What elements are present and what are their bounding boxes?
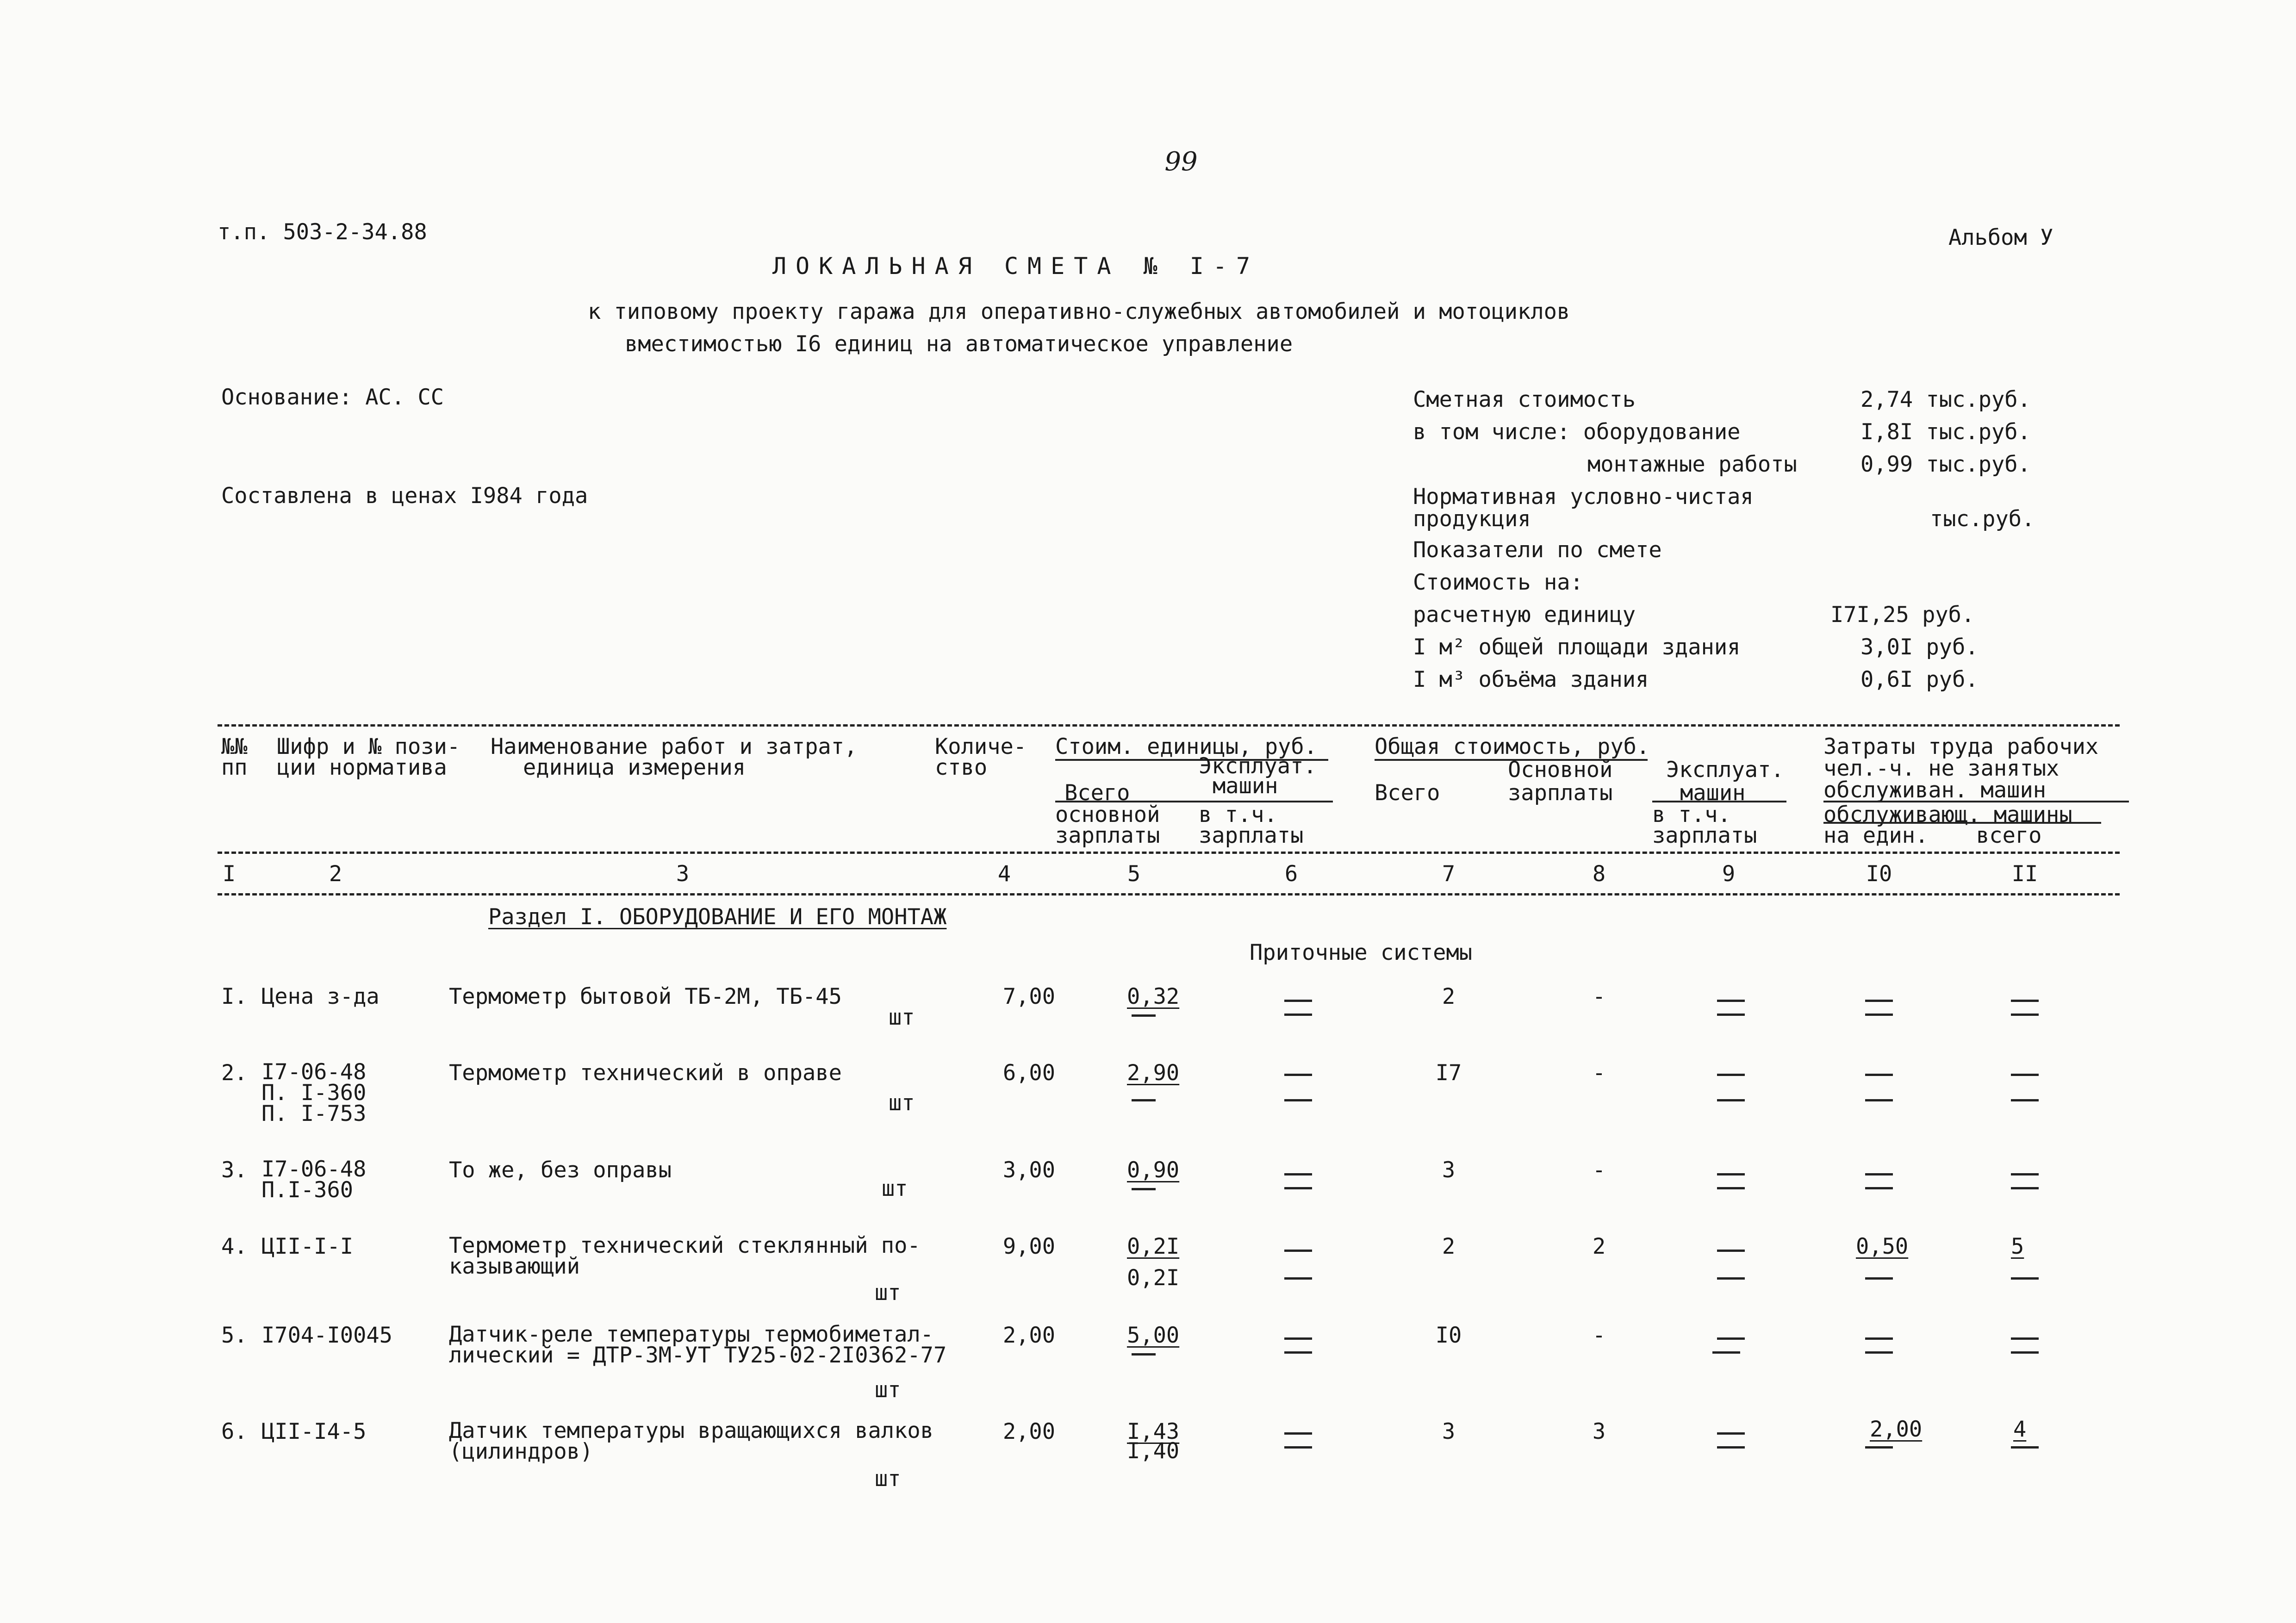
header-unit-cost: Стоим. единицы, руб. bbox=[1055, 734, 1317, 759]
header-labor-d: обслуживающ. машины bbox=[1823, 802, 2072, 827]
dash bbox=[2011, 1000, 2039, 1002]
dash bbox=[1132, 1014, 1156, 1017]
row-name: (цилиндров) bbox=[449, 1439, 593, 1464]
cost-per-label: Стоимость на: bbox=[1413, 570, 1583, 595]
dash bbox=[1717, 1074, 1745, 1076]
area-cost-label: I м² общей площади здания bbox=[1413, 634, 1741, 660]
subsection-title: Приточные системы bbox=[1250, 940, 1473, 965]
row-code: I7-06-48 bbox=[261, 1059, 367, 1085]
header-machine-op: Эксплуат. bbox=[1199, 753, 1317, 779]
estimated-cost-value: 2,74 тыс.руб. bbox=[1860, 387, 2031, 412]
volume-cost-value: 0,6I руб. bbox=[1860, 667, 1979, 692]
header-labor-a: Затраты труда рабочих bbox=[1823, 734, 2099, 759]
estimated-cost-label: Сметная стоимость bbox=[1413, 387, 1636, 412]
row-number: 6. bbox=[221, 1419, 248, 1444]
col-number: 3 bbox=[676, 861, 690, 887]
row-labor-per-unit: 2,00 bbox=[1870, 1417, 1923, 1442]
row-total: I0 bbox=[1435, 1323, 1462, 1348]
equipment-label: в том числе: оборудование bbox=[1413, 419, 1741, 445]
row-number: 4. bbox=[221, 1234, 248, 1259]
dash bbox=[1865, 1187, 1893, 1189]
dash bbox=[2011, 1351, 2039, 1354]
row-code: П. I-360 bbox=[261, 1080, 367, 1106]
dash bbox=[1865, 1014, 1893, 1016]
col-number: 7 bbox=[1442, 861, 1456, 887]
row-name: казывающий bbox=[449, 1254, 580, 1279]
row-unit: шт bbox=[875, 1377, 901, 1403]
row-total: I7 bbox=[1435, 1060, 1462, 1086]
col-number: 5 bbox=[1127, 861, 1141, 887]
dash bbox=[1717, 1000, 1745, 1002]
row-unit-price: 0,32 bbox=[1127, 984, 1180, 1009]
row-unit-price: I,43 bbox=[1127, 1419, 1180, 1444]
row-unit: шт bbox=[889, 1005, 915, 1030]
basis-text: Основание: АС. СС bbox=[221, 385, 444, 410]
dash bbox=[1865, 1099, 1893, 1101]
row-number: 3. bbox=[221, 1157, 248, 1183]
dash bbox=[1284, 1337, 1312, 1340]
row-quantity: 2,00 bbox=[1002, 1323, 1055, 1348]
row-name: лический = ДТР-3М-УТ ТУ25-02-2I0362-77 bbox=[449, 1343, 947, 1368]
dash bbox=[2011, 1187, 2039, 1189]
row-code: П. I-753 bbox=[261, 1101, 367, 1126]
row-quantity: 3,00 bbox=[1002, 1157, 1055, 1183]
document-title: ЛОКАЛЬНАЯ СМЕТА № I-7 bbox=[772, 253, 1260, 280]
header-labor-c: обслуживан. машин bbox=[1823, 777, 2047, 803]
col-number: 9 bbox=[1722, 861, 1736, 887]
dash bbox=[1132, 1353, 1156, 1356]
header-incl: в т.ч. bbox=[1199, 802, 1277, 827]
header-number-a: №№ bbox=[221, 734, 248, 759]
header-per-unit: на един. bbox=[1823, 823, 1929, 848]
dash bbox=[1717, 1173, 1745, 1175]
dash bbox=[1717, 1187, 1745, 1189]
row-name: Термометр бытовой ТБ-2М, ТБ-45 bbox=[449, 984, 842, 1009]
dash bbox=[1284, 1074, 1312, 1076]
dash bbox=[1717, 1014, 1745, 1016]
dash bbox=[1717, 1337, 1745, 1340]
row-total: 2 bbox=[1442, 1234, 1456, 1259]
row-number: I. bbox=[221, 984, 248, 1009]
row-unit: шт bbox=[889, 1090, 915, 1116]
row-labor-per-unit: 0,50 bbox=[1856, 1234, 1909, 1259]
header-incl-2: в т.ч. bbox=[1652, 802, 1731, 827]
col-number: I0 bbox=[1866, 861, 1892, 887]
row-labor-total: 4 bbox=[2013, 1417, 2027, 1442]
row-unit-price: 2,90 bbox=[1127, 1060, 1180, 1086]
row-name: Датчик температуры вращающихся валков bbox=[449, 1418, 933, 1443]
dash bbox=[1865, 1000, 1893, 1002]
unit-cost-value: I7I,25 руб. bbox=[1830, 602, 1975, 628]
row-unit-price: 0,2I bbox=[1127, 1234, 1180, 1259]
dash bbox=[1284, 1351, 1312, 1354]
header-name-a: Наименование работ и затрат, bbox=[491, 734, 858, 759]
header-total-cost: Общая стоимость, руб. bbox=[1375, 734, 1650, 759]
col-number: I bbox=[222, 861, 236, 887]
dash bbox=[2011, 1337, 2039, 1340]
header-bottom-rule bbox=[218, 852, 2120, 854]
header-machines-2: машин bbox=[1680, 780, 1746, 806]
row-unit-price: 5,00 bbox=[1127, 1323, 1180, 1348]
header-total: Всего bbox=[1375, 780, 1440, 806]
row-code: П.I-360 bbox=[261, 1177, 354, 1203]
col-number: 6 bbox=[1284, 861, 1298, 887]
dash bbox=[1717, 1432, 1745, 1435]
page-number: 99 bbox=[1164, 147, 1198, 177]
header-basic-pay-b: зарплаты bbox=[1508, 780, 1613, 806]
header-machines: машин bbox=[1213, 773, 1278, 799]
row-total: 2 bbox=[1442, 984, 1456, 1009]
volume-cost-label: I м³ объёма здания bbox=[1413, 667, 1649, 692]
header-name-b: единица измерения bbox=[523, 755, 746, 780]
section-title bbox=[488, 906, 946, 928]
row-code: I704-I0045 bbox=[261, 1323, 392, 1348]
header-labor-b: чел.-ч. не занятых bbox=[1823, 756, 2060, 781]
header-incl-pay: зарплаты bbox=[1199, 823, 1304, 848]
dash bbox=[1865, 1173, 1893, 1175]
header-basic-pay-a: Основной bbox=[1508, 757, 1613, 783]
header-qty-a: Количе- bbox=[935, 734, 1027, 759]
column-number-rule bbox=[218, 893, 2120, 895]
row-quantity: 2,00 bbox=[1002, 1419, 1055, 1444]
dash bbox=[1284, 1000, 1312, 1002]
row-unit: шт bbox=[875, 1466, 901, 1492]
header-unit-total: Всего bbox=[1064, 780, 1130, 806]
area-cost-value: 3,0I руб. bbox=[1860, 634, 1979, 660]
equipment-value: I,8I тыс.руб. bbox=[1860, 419, 2031, 445]
dash bbox=[2011, 1446, 2039, 1449]
dash bbox=[1284, 1014, 1312, 1016]
header-number-b: пп bbox=[221, 755, 248, 780]
header-base-pay: основной bbox=[1055, 802, 1160, 827]
dash bbox=[2011, 1173, 2039, 1175]
table-top-rule bbox=[218, 724, 2120, 727]
row-name: Датчик-реле температуры термобиметал- bbox=[449, 1322, 933, 1347]
album-label: Альбом У bbox=[1948, 225, 2053, 250]
row-basic-pay: - bbox=[1592, 1157, 1606, 1183]
row-code: I7-06-48 bbox=[261, 1157, 367, 1182]
row-total: 3 bbox=[1442, 1419, 1456, 1444]
row-unit: шт bbox=[875, 1280, 901, 1306]
row-quantity: 6,00 bbox=[1002, 1060, 1055, 1086]
dash bbox=[2011, 1099, 2039, 1101]
row-unit-price-pay: I,40 bbox=[1127, 1438, 1180, 1464]
dash bbox=[1717, 1250, 1745, 1252]
row-basic-pay: 2 bbox=[1592, 1234, 1606, 1259]
dash bbox=[1284, 1187, 1312, 1189]
header-all: всего bbox=[1976, 823, 2042, 848]
document-code: т.п. 503-2-34.88 bbox=[218, 219, 427, 245]
row-unit-price: 0,90 bbox=[1127, 1157, 1180, 1183]
row-basic-pay: - bbox=[1592, 1323, 1606, 1348]
row-code: Цена з-да bbox=[261, 984, 380, 1009]
row-quantity: 9,00 bbox=[1002, 1234, 1055, 1259]
dash bbox=[1712, 1351, 1740, 1354]
dash bbox=[1865, 1074, 1893, 1076]
dash bbox=[1717, 1277, 1745, 1280]
dash bbox=[2011, 1074, 2039, 1076]
dash bbox=[1284, 1432, 1312, 1435]
dash bbox=[1132, 1188, 1156, 1190]
col-number: 2 bbox=[329, 861, 342, 887]
dash bbox=[2011, 1277, 2039, 1280]
section-title-text: Раздел I. ОБОРУДОВАНИЕ И ЕГО МОНТАЖ bbox=[488, 904, 947, 930]
row-unit-price-pay: 0,2I bbox=[1127, 1265, 1180, 1291]
subtitle-line-1: к типовому проекту гаража для оперативно-служебных автомобилей и мотоциклов bbox=[588, 299, 1570, 324]
row-name: То же, без оправы bbox=[449, 1157, 672, 1183]
dash bbox=[1865, 1351, 1893, 1354]
header-incl-pay-2: зарплаты bbox=[1652, 823, 1757, 848]
header-code-a: Шифр и № пози- bbox=[277, 734, 460, 759]
row-name: Термометр технический стеклянный по- bbox=[449, 1233, 921, 1258]
row-code: ЦII-I4-5 bbox=[261, 1419, 367, 1444]
normative-value: тыс.руб. bbox=[1930, 506, 2035, 532]
row-unit: шт bbox=[882, 1176, 908, 1201]
dash bbox=[2011, 1014, 2039, 1016]
row-number: 5. bbox=[221, 1323, 248, 1348]
dash bbox=[1284, 1446, 1312, 1449]
normative-label-1: Нормативная условно-чистая bbox=[1413, 484, 1754, 510]
header-pay: зарплаты bbox=[1055, 823, 1160, 848]
row-number: 2. bbox=[221, 1060, 248, 1086]
normative-label-2: продукция bbox=[1413, 506, 1531, 532]
dash bbox=[1865, 1337, 1893, 1340]
row-name: Термометр технический в оправе bbox=[449, 1060, 842, 1086]
dash bbox=[1284, 1277, 1312, 1280]
row-basic-pay: - bbox=[1592, 984, 1606, 1009]
dash bbox=[1284, 1173, 1312, 1175]
unit-cost-label: расчетную единицу bbox=[1413, 602, 1636, 628]
subtitle-line-2: вместимостью I6 единиц на автоматическое управление bbox=[625, 331, 1293, 357]
row-basic-pay: - bbox=[1592, 1060, 1606, 1086]
dash bbox=[1717, 1099, 1745, 1101]
col-number: 4 bbox=[997, 861, 1011, 887]
col-number: 8 bbox=[1592, 861, 1606, 887]
price-base-text: Составлена в ценах I984 года bbox=[221, 483, 588, 509]
header-code-b: ции норматива bbox=[277, 755, 447, 780]
mounting-label: монтажные работы bbox=[1587, 452, 1797, 477]
dash bbox=[1717, 1446, 1745, 1449]
dash bbox=[1865, 1446, 1893, 1449]
dash bbox=[1284, 1250, 1312, 1252]
dash bbox=[1865, 1277, 1893, 1280]
col-number: II bbox=[2011, 861, 2038, 887]
header-machine-op-2: Эксплуат. bbox=[1666, 757, 1784, 783]
header-qty-b: ство bbox=[935, 755, 988, 780]
row-total: 3 bbox=[1442, 1157, 1456, 1183]
row-basic-pay: 3 bbox=[1592, 1419, 1606, 1444]
dash bbox=[1132, 1099, 1156, 1101]
row-labor-total: 5 bbox=[2011, 1234, 2024, 1259]
indicators-label: Показатели по смете bbox=[1413, 537, 1662, 563]
row-code: ЦII-I-I bbox=[261, 1234, 354, 1259]
row-quantity: 7,00 bbox=[1002, 984, 1055, 1009]
dash bbox=[1284, 1099, 1312, 1101]
mounting-value: 0,99 тыс.руб. bbox=[1860, 452, 2031, 477]
